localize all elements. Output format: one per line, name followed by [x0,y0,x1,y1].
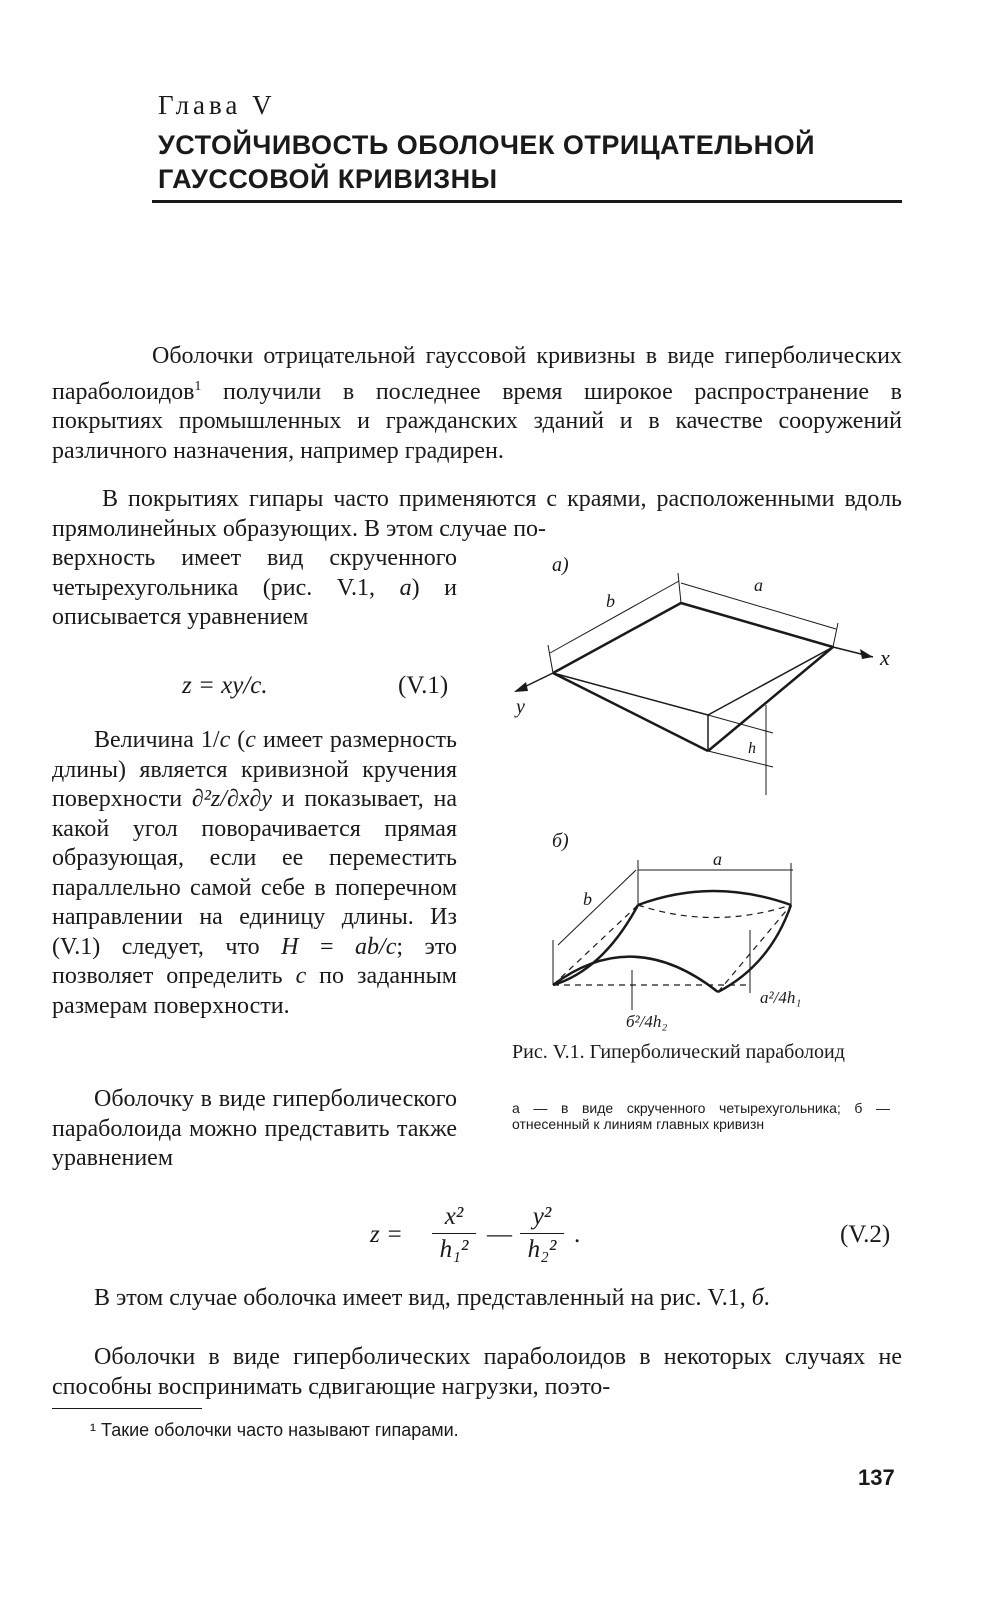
figure-caption: Рис. V.1. Гиперболический параболоид [512,1041,845,1063]
p4-b: ( [230,727,246,753]
equation-v2-minus: — [487,1221,512,1248]
figure-legend: а — в виде скрученного четырехугольника; б — отнесенный к линиям главных кривизн [512,1100,890,1132]
p4-expr: ∂²z/∂x∂y [191,786,272,812]
page-number: 137 [858,1465,895,1490]
edge-front [553,673,708,751]
paragraph-3-fig-ref: a [399,574,412,601]
p4-c3: c [295,963,307,989]
footnote-mark: ¹ [90,1420,96,1440]
dimb-line [558,870,636,945]
fraction-2-numerator: y² [532,1203,552,1230]
dima-label: a [713,849,722,869]
dimb-label: b [583,889,592,909]
edge-inner-1 [553,673,708,715]
paragraph-3 [52,544,457,633]
paragraph-7: Оболочки в виде гиперболических параболоидов в некоторых случаях не способны воспринимать сдвигающие нагрузки, поэто- [52,1344,902,1400]
figure-v1-drawing [508,545,908,1045]
axis-y-label: y [516,696,525,718]
edge-inner-2 [708,647,833,715]
curve-top-dashed [638,905,791,918]
paragraph-1-text-b: получили в последнее время широкое распространение в покрытиях промышленных и гражданских зданий и в качестве сооружений различного назначения, например градирен. [52,378,902,464]
footnote-rule [52,1408,202,1409]
fraction-1 [432,1203,476,1264]
dim-h-label: h [748,740,756,757]
chapter-title-line-1: УСТОЙЧИВОСТЬ ОБОЛОЧЕК ОТРИЦАТЕЛЬНОЙ [158,130,815,160]
p4-H: H [281,933,299,960]
chapter-title-line-2: ГАУССОВОЙ КРИВИЗНЫ [158,164,498,194]
edge-b-top [553,603,681,673]
p6-a: В этом случае оболочка имеет вид, представленный на рис. V.1, [94,1285,752,1311]
dash-right [718,905,791,992]
equation-v2-dot: . [574,1221,581,1248]
paragraph-1 [52,342,902,466]
footnote-ref: 1 [194,378,202,394]
figure-label-a: a) [552,554,569,576]
equation-v2-number: (V.2) [840,1221,891,1248]
paragraph-3-text-a: верхность имеет вид скрученного четырехугольника (рис. V.1, [52,545,457,601]
equation-v1-expression: z = xy/c. [182,672,268,699]
p4-a: Величина 1/ [94,727,220,753]
dim-h-ext-1 [708,715,773,733]
paragraph-1-text-a: Оболочки отрицательной гауссовой кривизны в виде гиперболических параболоидов [52,343,902,405]
paragraph-4 [52,726,457,1021]
edge-right [708,647,833,751]
equation-v1-number: (V.1) [398,672,449,699]
curve-top [638,891,791,905]
p4-c: имеет размерность длины) является кривизной кручения поверхности [52,727,457,812]
fraction-2-bar [520,1233,564,1234]
dim-a2-label: a²/4h₁ [760,988,802,1007]
paragraph-6 [52,1284,902,1314]
footnote [90,1420,459,1441]
p4-d: и показывает, на какой угол поворачивается прямая образующая, если ее переместить параллельно самой себе в поперечном направлении на единицу длины. Из (V.1) следует, что [52,786,457,960]
axis-x-arrow [860,649,873,659]
dim-b-ext-1 [548,645,553,673]
dash-left [553,905,638,985]
p4-abc: ab/c [355,933,397,960]
fraction-1-numerator: x² [444,1203,464,1230]
chapter-label: Глава V [158,90,276,120]
axis-x-label: x [880,645,890,670]
footnote-text: Такие оболочки часто называют гипарами. [101,1420,459,1440]
dim-b-ext-2 [678,573,681,603]
dim-b2-label: б²/4h₂ [626,1012,668,1031]
paragraph-5: Оболочку в виде гиперболического параболоида можно представить также уравнением [52,1086,457,1171]
fraction-1-bar [432,1233,476,1234]
fraction-2 [520,1203,564,1264]
fraction-2-denominator: h₂² [527,1236,557,1263]
p4-g: по заданным размерам поверхности. [52,963,457,1019]
p4-c1: c [219,727,231,753]
dim-b-label: b [606,591,615,611]
dim-a-ext [833,623,838,647]
equation-v2-lhs: z = [370,1221,403,1248]
dim-h-ext-2 [708,751,773,767]
p4-f: ; это позволяет определить [52,933,457,989]
p6-b: . [763,1285,770,1311]
edge-a-top [681,603,833,647]
equation-v2 [370,1203,910,1273]
p4-c2: c [245,727,256,753]
axis-y-arrow [514,682,528,692]
figure-label-b: б) [552,830,569,852]
fraction-1-denominator: h₁² [439,1236,469,1263]
dim-a-label: a [754,575,763,595]
p6-it: б [751,1285,764,1311]
title-rule [152,200,902,203]
paragraph-3-text-b: ) и описывается уравнением [52,574,457,630]
paragraph-2: В покрытиях гипары часто применяются с краями, расположенными вдоль прямолинейных образующих. В этом случае по- [52,486,902,542]
figure-v1 [508,545,908,1045]
chapter-title [158,128,918,196]
p4-e: = [298,933,356,960]
